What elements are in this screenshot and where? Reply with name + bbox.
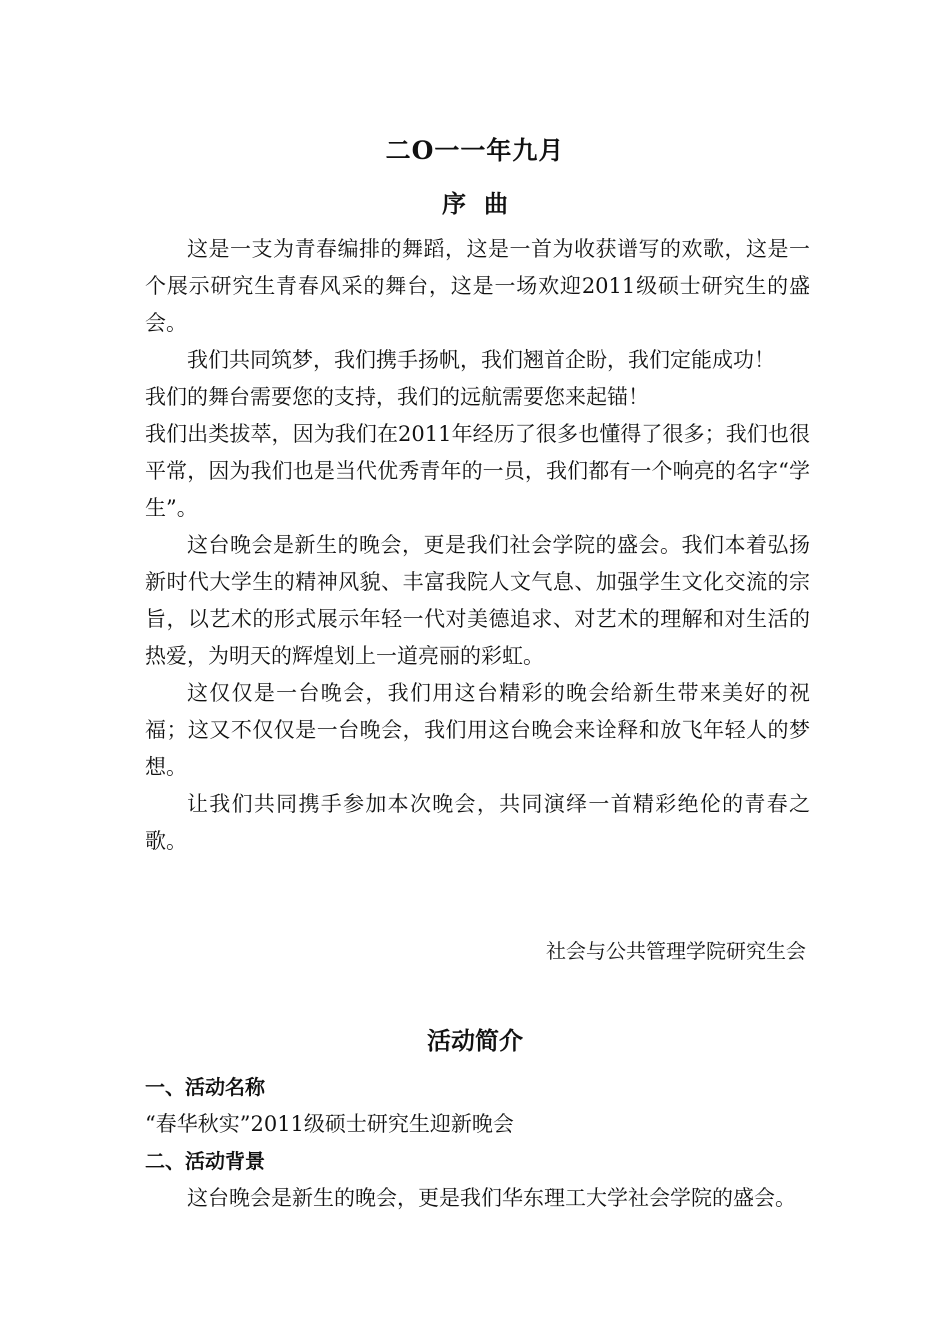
prelude-paragraph-3: 我们的舞台需要您的支持，我们的远航需要您来起锚！: [145, 385, 649, 409]
signature: 社会与公共管理学院研究生会: [546, 939, 806, 963]
intro-title: 活动简介: [427, 1026, 523, 1055]
event-name-text: “春华秋实”2011级硕士研究生迎新晚会: [145, 1112, 514, 1136]
prelude-paragraph-2: 我们共同筑梦，我们携手扬帆，我们翘首企盼，我们定能成功！: [187, 348, 775, 372]
prelude-paragraph-4: 我们出类拔萃，因为我们在2011年经历了很多也懂得了很多；我们也很平常，因为我们也是当代优秀青年的一员，我们都有一个响亮的名字“学生”。: [145, 422, 810, 520]
prelude-title: 序曲: [442, 189, 526, 218]
prelude-paragraph-7: 让我们共同携手参加本次晚会，共同演绎一首精彩绝伦的青春之歌。: [145, 792, 810, 853]
prelude-paragraph-6: 这仅仅是一台晚会，我们用这台精彩的晚会给新生带来美好的祝福；这又不仅仅是一台晚会，我们用这台晚会来诠释和放飞年轻人的梦想。: [145, 681, 810, 779]
prelude-paragraph-1: 这是一支为青春编排的舞蹈，这是一首为收获谱写的欢歌，这是一个展示研究生青春风采的舞台，这是一场欢迎2011级硕士研究生的盛会。: [145, 237, 810, 335]
section-heading-background: 二、活动背景: [145, 1149, 265, 1173]
prelude-paragraph-5: 这台晚会是新生的晚会，更是我们社会学院的盛会。我们本着弘扬新时代大学生的精神风貌、丰富我院人文气息、加强学生文化交流的宗旨，以艺术的形式展示年轻一代对美德追求、对艺术的理解和对生活的热爱，为明天的辉煌划上一道亮丽的彩虹。: [145, 533, 810, 668]
section-heading-name: 一、活动名称: [145, 1075, 265, 1099]
date-heading: 二O一一年九月: [385, 136, 565, 165]
prelude-body: [145, 231, 810, 860]
intro-body: [145, 1069, 825, 1217]
event-background-text: 这台晚会是新生的晚会，更是我们华东理工大学社会学院的盛会。: [187, 1186, 796, 1210]
